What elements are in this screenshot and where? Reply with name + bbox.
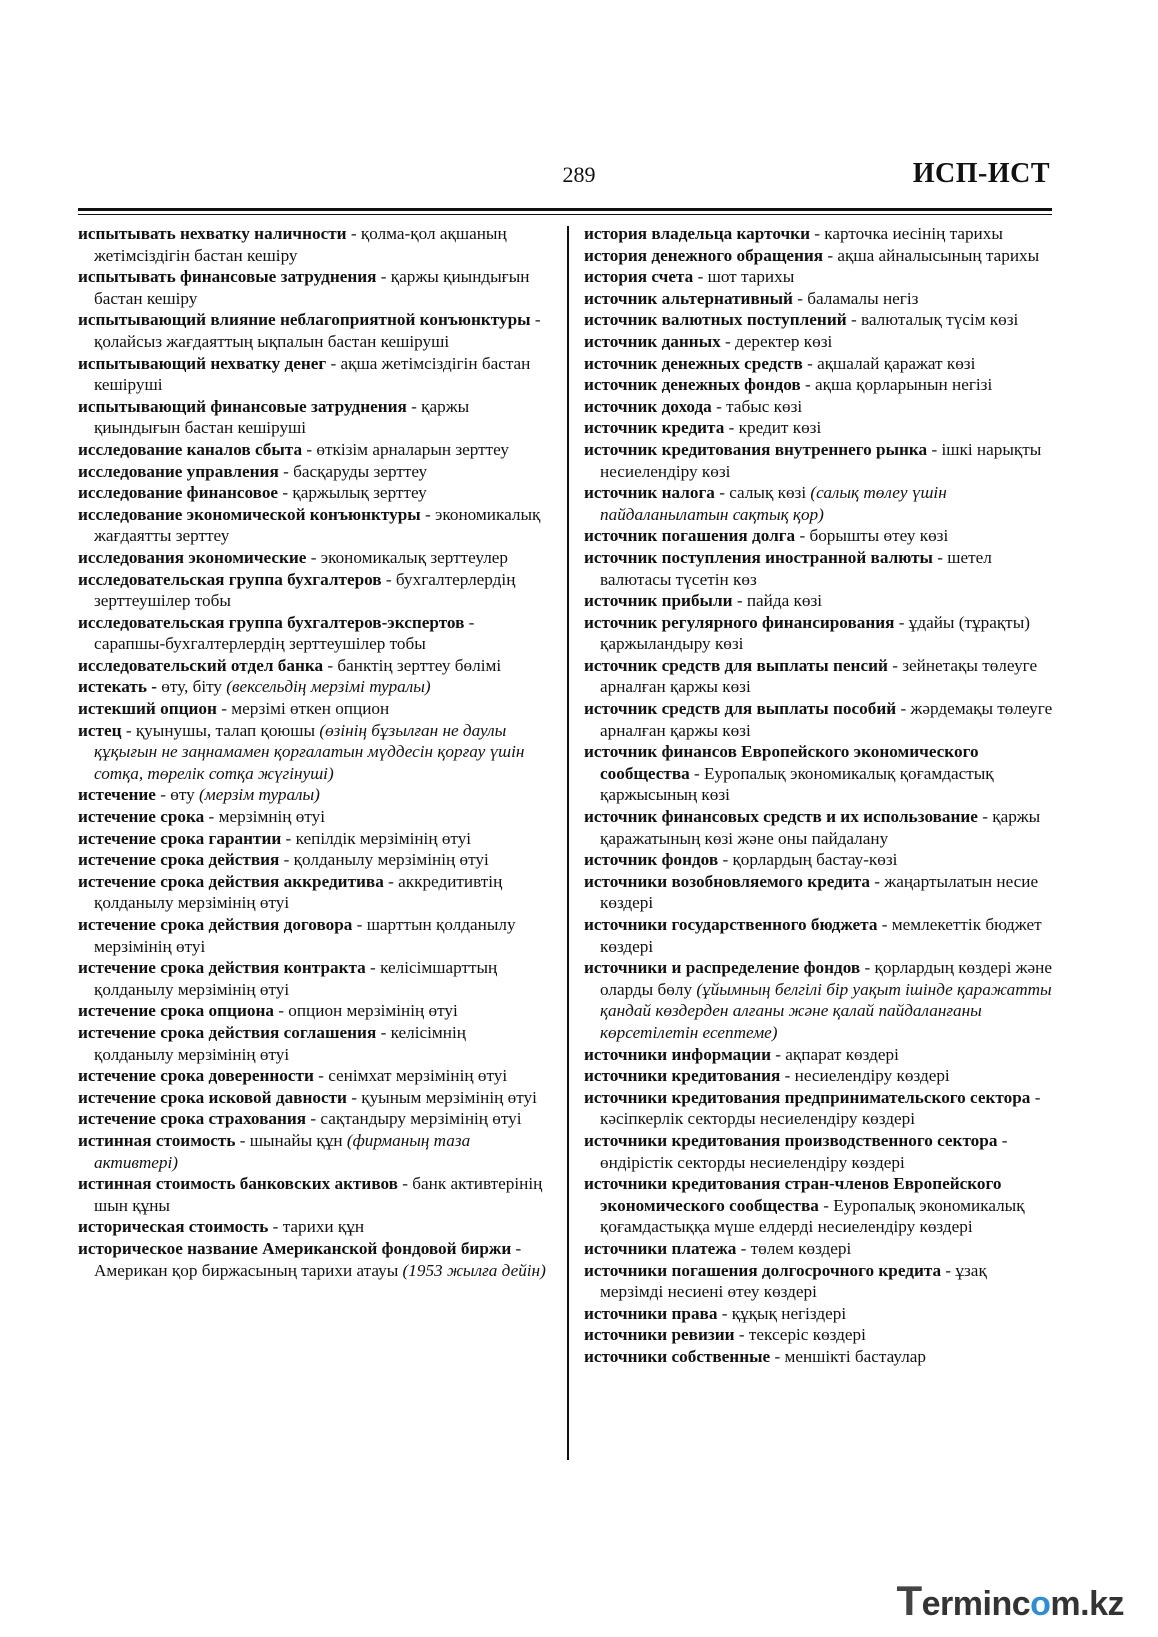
- entry-definition: - бухгалтерлердің зерттеушілер тобы: [94, 569, 516, 611]
- entry-term: историческое название Американской фондовой биржи: [78, 1238, 512, 1258]
- dictionary-entry: [584, 266, 1054, 288]
- entry-term: источник прибыли: [584, 591, 733, 611]
- entry-term: истечение срока опциона: [78, 1001, 274, 1021]
- entry-term: источник дохода: [584, 396, 712, 416]
- entry-definition: - ұзақ мерзімді несиені өтеу көздері: [600, 1260, 987, 1302]
- entry-term: испытывающий нехватку денег: [78, 353, 327, 373]
- entry-term: истечение срока действия договора: [78, 915, 353, 934]
- dictionary-entry: [584, 374, 1054, 396]
- entry-definition: - несиелендіру көздері: [780, 1066, 950, 1086]
- dictionary-entry: [584, 547, 1054, 590]
- entry-term: источник налога: [584, 483, 715, 503]
- entry-note: (салық төлеу үшін пайдаланылатын сақтық қор): [600, 483, 947, 524]
- dictionary-entry: [584, 1238, 1054, 1260]
- entry-note: (мерзім туралы): [199, 785, 320, 805]
- dictionary-entry: [584, 698, 1054, 741]
- entry-term: источник погашения долга: [584, 526, 796, 546]
- page-number: 289: [562, 162, 596, 187]
- dictionary-entry: [584, 741, 1054, 806]
- entry-definition: - қуыным мерзімінің өтуі: [346, 1087, 537, 1107]
- dictionary-entry: [584, 871, 1054, 914]
- dictionary-entry: [78, 309, 548, 352]
- entry-definition: - өту: [155, 785, 200, 805]
- entry-term: источники кредитования производственного сектора: [584, 1130, 998, 1150]
- entry-term: испытывающий влияние неблагоприятной конъюнктуры: [78, 310, 531, 330]
- entry-definition: - опцион мерзімінің өтуі: [273, 1001, 458, 1021]
- dictionary-entry: [584, 1303, 1054, 1325]
- entry-term: источник данных: [584, 331, 721, 351]
- dictionary-entry: [584, 1260, 1054, 1303]
- entry-definition: - өндірістік секторды несиелендіру көздері: [600, 1130, 1008, 1172]
- dictionary-entry: [78, 266, 548, 309]
- entry-definition: - мерзімі өткен опцион: [216, 699, 390, 719]
- entry-definition: - қолданылу мерзімінің өтуі: [279, 850, 489, 870]
- dictionary-entry: [584, 1130, 1054, 1173]
- dictionary-entry: [584, 849, 1054, 871]
- entry-definition: - қаржы қиындығын бастан кешіру: [94, 267, 530, 308]
- entry-note: (ұйымның белгілі бір уақыт ішінде қаражатты қандай көздерден алғаны және қалай пайдаланғаны көрсетілетін есептеме): [600, 979, 1052, 1042]
- dictionary-entry: [584, 331, 1054, 353]
- dictionary-entry: [584, 655, 1054, 698]
- dictionary-entry: [584, 612, 1054, 655]
- entry-note: (вексельдің мерзімі туралы): [226, 677, 431, 697]
- entry-term: исследование управления: [78, 461, 279, 481]
- entry-definition: - ақша айналысының тарихы: [823, 245, 1040, 265]
- entry-definition: - жәрдемақы төлеуге арналған қаржы көзі: [600, 699, 1053, 740]
- dictionary-entry: [584, 396, 1054, 418]
- entry-term: источники информации: [584, 1044, 771, 1064]
- entry-definition: - кредит көзі: [724, 418, 822, 438]
- entry-term: источники кредитования: [584, 1066, 781, 1086]
- header-rule-thick: [78, 208, 1052, 211]
- entry-definition: - жаңартылатын несие көздері: [600, 871, 1039, 913]
- entry-term: испытывать финансовые затруднения: [78, 267, 377, 287]
- entry-term: истечение срока: [78, 807, 205, 827]
- entry-definition: - келісімшарттың қолданылу мерзімінің өтуі: [94, 958, 498, 999]
- entry-note: (1953 жылға дейін): [402, 1260, 546, 1280]
- dictionary-entry: [78, 871, 548, 914]
- entry-definition: - борышты өтеу көзі: [795, 526, 949, 546]
- entry-definition: - сарапшы-бухгалтерлердің зерттеушілер тобы: [94, 612, 475, 654]
- entry-term: истец: [78, 720, 122, 740]
- dictionary-entry: [584, 1173, 1054, 1238]
- dictionary-entry: [584, 482, 1054, 525]
- entry-term: истекший опцион: [78, 699, 217, 719]
- right-column: [584, 223, 1054, 1367]
- entry-definition: - карточка иесінің тарихы: [809, 224, 1003, 243]
- dictionary-entry: [78, 1130, 548, 1173]
- dictionary-entry: [78, 676, 548, 698]
- dictionary-entry: [584, 245, 1054, 267]
- dictionary-entry: [584, 288, 1054, 310]
- entry-definition: - баламалы негіз: [792, 288, 919, 308]
- entry-definition: - ұдайы (тұрақты) қаржыландыру көзі: [600, 612, 1030, 654]
- dictionary-entry: [78, 396, 548, 439]
- entry-term: источники права: [584, 1303, 718, 1323]
- dictionary-entry: [584, 525, 1054, 547]
- entry-definition: - аккредитивтің қолданылу мерзімінің өтуі: [94, 871, 503, 913]
- dictionary-entry: [78, 806, 548, 828]
- dictionary-entry: [78, 1216, 548, 1238]
- entry-definition: - шетел валютасы түсетін көз: [600, 547, 992, 589]
- entry-definition: - шынайы құн: [235, 1130, 347, 1150]
- entry-definition: - ішкі нарықты несиелендіру көзі: [600, 439, 1042, 481]
- entry-definition: - төлем көздері: [736, 1238, 852, 1258]
- entry-definition: - Еуропалық экономикалық қоғамдастық қаржысының көзі: [600, 763, 994, 805]
- entry-term: история счета: [584, 267, 694, 287]
- entry-term: источник фондов: [584, 850, 719, 870]
- entry-definition: - шот тарихы: [693, 267, 795, 287]
- dictionary-entry: [584, 590, 1054, 612]
- entry-term: исследование каналов сбыта: [78, 439, 303, 459]
- entry-definition: - валюталық түсім көзі: [846, 310, 1019, 330]
- dictionary-entry: [78, 461, 548, 483]
- entry-definition: - қорлардың көздері және оларды бөлу: [600, 958, 1052, 999]
- entry-term: истечение срока действия аккредитива: [78, 871, 384, 891]
- left-column: [78, 223, 548, 1281]
- dictionary-entry: [78, 784, 548, 806]
- entry-definition: - шарттын қолданылу мерзімінің өтуі: [94, 915, 516, 956]
- entry-term: истечение срока исковой давности: [78, 1087, 347, 1107]
- entry-definition: - ақпарат көздері: [770, 1044, 899, 1064]
- entry-definition: - табыс көзі: [711, 396, 803, 416]
- entry-definition: - Еуропалық экономикалық қоғамдастыққа мүше елдерді несиелендіру көздері: [600, 1195, 1025, 1237]
- entry-term: источники государственного бюджета: [584, 915, 878, 934]
- entry-term: источники собственные: [584, 1346, 771, 1366]
- entry-definition: - қаржылық зерттеу: [278, 483, 427, 503]
- entry-term: исследовательский отдел банка: [78, 655, 324, 675]
- entry-definition: - ақшалай қаражат көзі: [802, 353, 976, 373]
- entry-term: исследовательская группа бухгалтеров: [78, 569, 382, 589]
- entry-term: источник финансовых средств и их использование: [584, 807, 978, 827]
- dictionary-entry: [584, 1044, 1054, 1066]
- entry-definition: - тексеріс көздері: [734, 1325, 866, 1345]
- entry-definition: - сенімхат мерзімінің өтуі: [313, 1066, 508, 1086]
- entry-term: источник кредитования внутреннего рынка: [584, 439, 928, 459]
- dictionary-entry: [584, 1065, 1054, 1087]
- dictionary-entry: [78, 504, 548, 547]
- dictionary-entry: [78, 698, 548, 720]
- dictionary-entry: [584, 417, 1054, 439]
- entry-term: источники погашения долгосрочного кредита: [584, 1260, 942, 1280]
- dictionary-entry: [78, 1173, 548, 1216]
- dictionary-entry: [78, 547, 548, 569]
- entry-term: история владельца карточки: [584, 224, 810, 243]
- dictionary-entry: [584, 1346, 1054, 1368]
- dictionary-entry: [78, 720, 548, 785]
- entry-term: источники платежа: [584, 1238, 737, 1258]
- dictionary-entry: [78, 914, 548, 957]
- entry-term: истечение срока действия соглашения: [78, 1022, 377, 1042]
- entry-term: источники кредитования предпринимательского сектора: [584, 1087, 1031, 1107]
- entry-definition: - мерзімнің өтуі: [204, 807, 326, 827]
- entry-term: источник денежных средств: [584, 353, 803, 373]
- dictionary-entry: [78, 1087, 548, 1109]
- entry-definition: өту, біту: [156, 677, 227, 697]
- entry-term: истекать -: [78, 677, 157, 697]
- entry-definition: - экономикалық жағдаятты зерттеу: [94, 504, 541, 546]
- entry-definition: - экономикалық зерттеулер: [306, 547, 509, 567]
- dictionary-entry: [78, 1238, 548, 1281]
- entry-term: источник средств для выплаты пенсий: [584, 655, 888, 675]
- dictionary-entry: [78, 482, 548, 504]
- entry-term: источники возобновляемого кредита: [584, 871, 870, 891]
- dictionary-entry: [584, 957, 1054, 1043]
- dictionary-entry: [78, 1108, 548, 1130]
- entry-term: источник валютных поступлений: [584, 310, 847, 330]
- entry-term: истечение срока гарантии: [78, 828, 282, 848]
- entry-term: испытывать нехватку наличности: [78, 224, 347, 243]
- dictionary-entry: [584, 1324, 1054, 1346]
- header-rule-thin: [78, 214, 1052, 215]
- dictionary-entry: [78, 1000, 548, 1022]
- entry-term: источники и распределение фондов: [584, 958, 861, 978]
- dictionary-entry: [78, 1065, 548, 1087]
- dictionary-entry: [584, 914, 1054, 957]
- dictionary-entry: [78, 828, 548, 850]
- dictionary-entry: [78, 612, 548, 655]
- entry-definition: - банктің зерттеу бөлімі: [323, 655, 502, 675]
- entry-term: источник денежных фондов: [584, 375, 801, 395]
- entry-definition: - салық көзі: [714, 483, 811, 503]
- dictionary-entry: [584, 353, 1054, 375]
- entry-definition: - қуынушы, талап қоюшы: [121, 720, 320, 740]
- entry-term: истечение: [78, 785, 156, 805]
- entry-term: исследовательская группа бухгалтеров-экспертов: [78, 612, 465, 632]
- dictionary-entry: [78, 655, 548, 677]
- entry-term: история денежного обращения: [584, 245, 824, 265]
- entry-term: испытывающий финансовые затруднения: [78, 396, 407, 416]
- entry-term: источник средств для выплаты пособий: [584, 699, 897, 719]
- entry-definition: - пайда көзі: [732, 591, 823, 611]
- entry-term: истечение срока действия контракта: [78, 958, 366, 978]
- entry-definition: - банк активтерінің шын құны: [94, 1174, 543, 1215]
- entry-definition: - келісімнің қолданылу мерзімінің өтуі: [94, 1022, 466, 1064]
- entry-term: исследование финансовое: [78, 483, 279, 503]
- dictionary-entry: [78, 849, 548, 871]
- entry-definition: - кәсіпкерлік секторды несиелендіру көздері: [600, 1087, 1041, 1129]
- entry-term: источник финансов Европейского экономического сообщества: [584, 742, 979, 783]
- dictionary-entry: [584, 223, 1054, 245]
- running-head: ИСП-ИСТ: [912, 158, 1050, 189]
- dictionary-entry: [78, 439, 548, 461]
- entry-term: истечение срока доверенности: [78, 1066, 314, 1086]
- entry-definition: - құқық негіздері: [717, 1303, 847, 1323]
- dictionary-entry: [78, 353, 548, 396]
- entry-term: исследование экономической конъюнктуры: [78, 504, 421, 524]
- entry-term: источник поступления иностранной валюты: [584, 547, 933, 567]
- entry-definition: - сақтандыру мерзімінің өтуі: [306, 1109, 522, 1129]
- entry-term: источники кредитования стран-членов Европейского экономического сообщества: [584, 1174, 1002, 1215]
- entry-definition: - мемлекеттік бюджет көздері: [600, 915, 1042, 956]
- entry-definition: - қолма-қол ақшаның жетімсіздігін бастан кешіру: [94, 224, 507, 265]
- entry-definition: - тарихи құн: [268, 1217, 365, 1237]
- entry-definition: - басқаруды зерттеу: [278, 461, 428, 481]
- dictionary-entry: [584, 1087, 1054, 1130]
- entry-definition: - ақша жетімсіздігін бастан кешіруші: [94, 353, 531, 395]
- entry-definition: - Американ қор биржасының тарихи атауы: [94, 1238, 522, 1280]
- entry-note: (өзінің бұзылған не даулы құқығын не заңнамамен қорғалатын мүддесін қорғау үшін сотқа, төрелік сотқа жүгінуші): [94, 720, 525, 783]
- entry-term: истечение срока страхования: [78, 1109, 307, 1129]
- entry-term: историческая стоимость: [78, 1217, 269, 1237]
- entry-term: истинная стоимость банковских активов: [78, 1174, 398, 1194]
- dictionary-entry: [584, 806, 1054, 849]
- entry-term: источник кредита: [584, 418, 725, 438]
- dictionary-entry: [78, 1022, 548, 1065]
- entry-term: истинная стоимость: [78, 1130, 236, 1150]
- entry-definition: - қаржы қаражатының көзі және оны пайдалану: [600, 807, 1041, 848]
- dictionary-entry: [78, 569, 548, 612]
- entry-definition: - қаржы қиындығын бастан кешіруші: [94, 396, 470, 438]
- entry-note: (фирманың таза активтері): [94, 1130, 471, 1172]
- dictionary-entry: [78, 223, 548, 266]
- entry-term: истечение срока действия: [78, 850, 280, 870]
- entry-term: источники ревизии: [584, 1325, 735, 1345]
- entry-term: источник регулярного финансирования: [584, 612, 895, 632]
- entry-definition: - қолайсыз жағдаяттың ықпалын бастан кешіруші: [94, 310, 541, 351]
- entry-term: исследования экономические: [78, 547, 307, 567]
- entry-term: источник альтернативный: [584, 288, 793, 308]
- dictionary-entry: [584, 439, 1054, 482]
- dictionary-entry: [78, 957, 548, 1000]
- entry-definition: - қорлардың бастау-көзі: [718, 850, 898, 870]
- entry-definition: - кепілдік мерзімінің өтуі: [281, 828, 472, 848]
- entry-definition: - өткізім арналарын зерттеу: [302, 439, 509, 459]
- entry-definition: - деректер көзі: [720, 331, 833, 351]
- entry-definition: - меншікті бастаулар: [770, 1346, 927, 1366]
- entry-definition: - зейнетақы төлеуге арналған қаржы көзі: [600, 655, 1038, 697]
- entry-definition: - ақша қорларынын негізі: [800, 375, 993, 395]
- termincom-watermark: Termincom.kz: [896, 1577, 1124, 1624]
- dictionary-entry: [584, 309, 1054, 331]
- column-divider: [567, 226, 569, 1460]
